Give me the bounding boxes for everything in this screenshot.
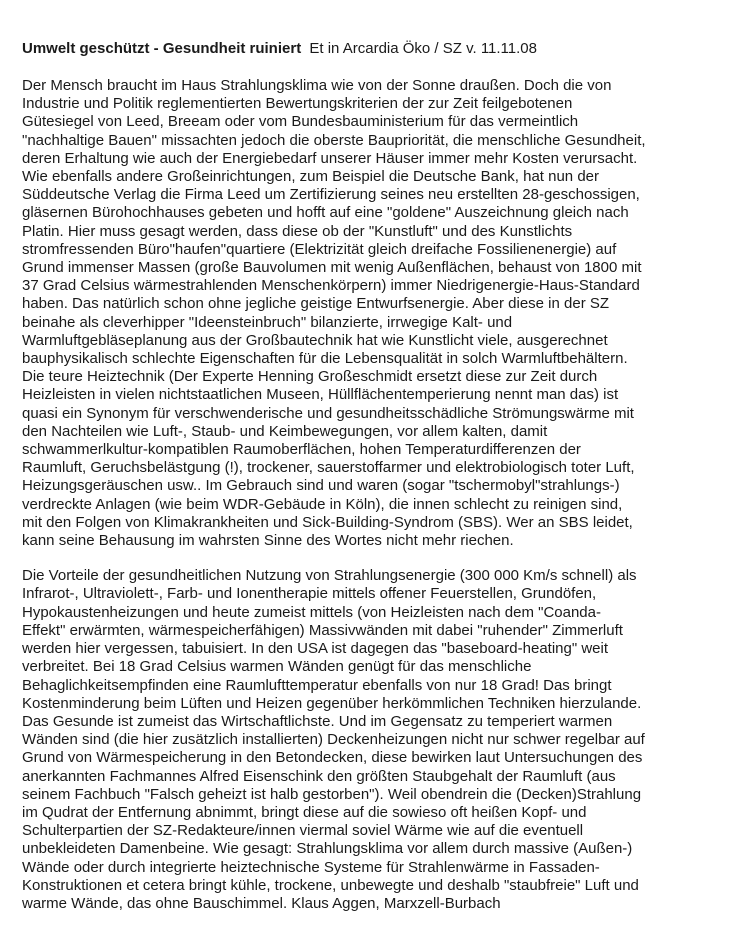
text-line: 37 Grad Celsius wärmestrahlenden Menschenkörpern) immer Niedrigenergie-Haus-Standard [22,277,640,295]
text-line: Wände oder durch integrierte heiztechnische Systeme für Strahlenwärme in Fassaden- [22,858,600,876]
text-line: haben. Das natürlich schon ohne jegliche geistige Entwurfsenergie. Aber diese in der SZ [22,295,610,313]
article-source: Et in Arcardia Öko / SZ v. 11.11.08 [309,40,537,57]
text-line: Infrarot-, Ultraviolett-, Farb- und Ionentherapie mittels offener Feuerstellen, Grundöfen, [22,585,597,603]
text-line: mit den Folgen von Klimakrankheiten und Sick-Building-Syndrom (SBS). Wer an SBS leidet, [22,513,633,531]
article-paragraph [22,567,744,913]
text-line: werden hier vergessen, tabuisiert. In den USA ist dagegen das "baseboard-heating" weit [22,640,609,658]
article-paragraph [22,77,744,550]
text-line: verbreitet. Bei 18 Grad Celsius warmen Wänden genügt für das menschliche [22,658,532,676]
text-line: bauphysikalisch schlechte Eigenschaften für die Lebensqualität in solch Warmluftbehältern. [22,350,628,368]
text-line: Gütesiegel von Leed, Breeam oder vom Bundesbauministerium für das vermeintlich [22,113,579,131]
text-line: Grund von Wärmespeicherung in den Betondecken, diese bewirken laut Untersuchungen des [22,749,643,767]
text-line: beinahe als cleverhipper "Ideensteinbruch" bilanzierte, irrwegige Kalt- und [22,313,513,331]
text-line: Heizungsgeräuschen usw.. Im Gebrauch sind und waren (sogar "tschermobyl"strahlungs-) [22,477,620,495]
text-line: anerkannten Fachmannes Alfred Eisenschink den größten Staubgehalt der Raumluft (aus [22,767,616,785]
text-line: "nachhaltige Bauen" missachten jedoch die oberste Baupriorität, die menschliche Gesundheit, [22,131,646,149]
text-line: Die teure Heiztechnik (Der Experte Henning Großeschmidt ersetzt diese zur Zeit durch [22,368,598,386]
text-line: Heizleisten in vielen nichtstaatlichen Museen, Hüllflächentemperierung nennt man das) ist [22,386,619,404]
text-line: stromfressenden Büro"haufen"quartiere (Elektrizität gleich dreifache Fossilienenergie) auf [22,240,617,258]
text-line: Raumluft, Geruchsbelästgung (!), trockener, sauerstoffarmer und elektrobiologisch toter Luft, [22,459,635,477]
text-line: quasi ein Synonym für verschwenderische und gesundheitsschädliche Strömungswärme mit [22,404,634,422]
text-line: verdreckte Anlagen (wie beim WDR-Gebäude in Köln), die innen schlecht zu reinigen sind, [22,495,623,513]
text-line: Die Vorteile der gesundheitlichen Nutzung von Strahlungsenergie (300 000 Km/s schnell) als [22,567,637,585]
text-line: warme Wände, das ohne Bauschimmel. Klaus Aggen, Marxzell-Burbach [22,894,501,912]
text-line: Industrie und Politik reglementierten Bewertungskriterien der zur Zeit feilgebotenen [22,95,573,113]
text-line: Das Gesunde ist zumeist das Wirtschaftlichste. Und im Gegensatz zu temperiert warmen [22,712,613,730]
text-line: Warmluftgebläseplanung aus der Großbautechnik hat wie Kunstlicht viele, ausgerechnet [22,331,608,349]
text-line: Effekt" erwärmten, wärmespeicherfähigen) Massivwänden mit dabei "ruhender" Zimmerluft [22,621,623,639]
text-line: Süddeutsche Verlag die Firma Leed um Zertifizierung seines neu erstellten 28-geschossigen, [22,186,640,204]
text-line: Schulterpartien der SZ-Redakteure/innen viermal soviel Wärme wie auf die eventuell [22,822,584,840]
text-line: Wänden sind (die hier zusätzlich installierten) Deckenheizungen nicht nur schwer regelbar auf [22,731,645,749]
article-heading [22,40,744,58]
text-line: Der Mensch braucht im Haus Strahlungsklima wie von der Sonne draußen. Doch die von [22,77,612,94]
text-line: Wie ebenfalls andere Großeinrichtungen, zum Beispiel die Deutsche Bank, hat nun der [22,168,599,186]
text-line: kann seine Behausung im wahrsten Sinne des Wortes nicht mehr riechen. [22,532,514,550]
paragraph-gap [22,550,744,567]
text-line: im Qudrat der Entfernung abnimmt, bringt diese auf die sowieso oft heißen Kopf- und [22,803,587,821]
text-line: Platin. Hier muss gesagt werden, dass diese ob der "Kunstluft" und des Kunstlichts [22,222,573,240]
text-line: Grund immenser Massen (große Bauvolumen mit wenig Außenflächen, behaust von 1800 mit [22,259,642,277]
text-line: gläsernen Bürohochhauses gebeten und hofft auf eine "goldene" Auszeichnung gleich nach [22,204,629,222]
text-line: deren Erhaltung wie auch der Energiebedarf unserer Häuser immer mehr Kosten verursacht. [22,149,638,167]
text-line: unbekleideten Damenbeine. Wie gesagt: Strahlungsklima vor allem durch massive (Außen-) [22,840,633,858]
article-body [22,77,744,913]
text-line: schwammerlkultur-kompatiblen Raumoberflächen, hohen Temperaturdifferenzen der [22,441,581,459]
text-line: Konstruktionen et cetera bringt kühle, trockene, unbewegte und deshalb "staubfreie" Luft und [22,876,639,894]
text-line: den Nachteilen wie Luft-, Staub- und Keimbewegungen, vor allem kalten, damit [22,422,548,440]
text-line: Hypokaustenheizungen und heute zumeist mittels (von Heizleisten nach dem "Coanda- [22,603,601,621]
text-line: Behaglichkeitsempfinden eine Raumlufttemperatur ebenfalls von nur 18 Grad! Das bringt [22,676,612,694]
article-title: Umwelt geschützt - Gesundheit ruiniert [22,40,302,57]
text-line: Kostenminderung beim Lüften und Heizen gegenüber herkömmlichen Techniken hierzulande. [22,694,642,712]
text-line: seinem Fachbuch "Falsch geheizt ist halb gestorben"). Weil obendrein die (Decken)Strahlung [22,785,642,803]
letter-page [22,40,744,913]
